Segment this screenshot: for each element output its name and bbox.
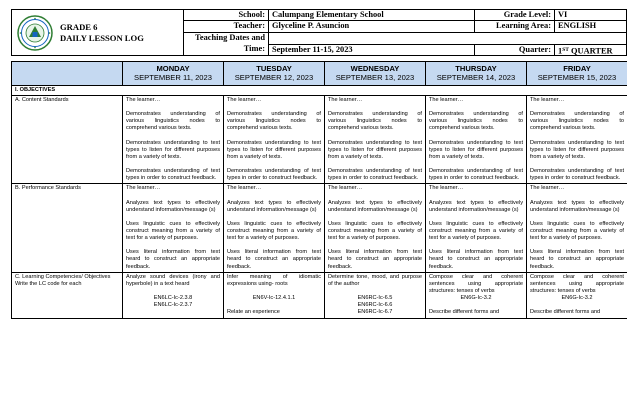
quarter-label: Quarter: [474, 44, 554, 55]
time-label: Time: [243, 43, 265, 53]
corner-cell [12, 62, 123, 86]
content-standards-row [12, 95, 628, 183]
header-row-time [184, 44, 626, 55]
performance-standards-tuesday: The learner… Analyzes text types to effectively understand information/message (s) Uses linguistic cues to effectively construct meaning from a variety of text for a variety of purposes. Uses literal information from text heard to construct an appropriate feedback. [224, 184, 325, 272]
header-row-dates-label [184, 33, 626, 44]
quarter-number: 1 [558, 46, 563, 55]
performance-standards-label: B. Performance Standards [12, 184, 123, 272]
grade-level-value: VI [554, 10, 626, 20]
lesson-table-wrap [11, 61, 627, 417]
lesson-table [11, 61, 627, 319]
competencies-thursday: Compose clear and coherent sentences using appropriate structures: tenses of verbs EN6G-Ic-3.2 Describe different forms and [426, 272, 527, 318]
learning-area-label: Learning Area: [474, 21, 554, 31]
competencies-monday: Analyze sound devices (irony and hyperbole) in a text heard EN6LC-Ic-2.3.8 EN6LC-Ic-2.3.7 [123, 272, 224, 318]
day-header-tuesday: TUESDAY SEPTEMBER 12, 2023 [224, 62, 325, 86]
content-standards-tuesday: The learner… Demonstrates understanding of various linguistics nodes to comprehend various texts. Demonstrates understanding to text types to listen for different purposes from a variety of texts. Demonstrates understanding of text types in order to construct feedback. [224, 95, 325, 183]
dates-label: Teaching Dates and [195, 32, 265, 42]
logo-cell [12, 10, 58, 55]
objectives-heading: I. OBJECTIVES [12, 85, 628, 95]
teacher-value: Glyceline P. Asuncion [268, 21, 474, 31]
competencies-friday: Compose clear and coherent sentences using appropriate structures: tenses of verbs EN6G-Ic-3.2 Describe different forms and [527, 272, 628, 318]
day-header-thursday: THURSDAY SEPTEMBER 14, 2023 [426, 62, 527, 86]
content-standards-monday: The learner… Demonstrates understanding of various linguistics nodes to comprehend various texts. Demonstrates understanding to text types to listen for different purposes from a variety of texts. Demonstrates understanding of text types in order to construct feedback. [123, 95, 224, 183]
school-seal-icon [17, 15, 53, 51]
performance-standards-thursday: The learner… Analyzes text types to effectively understand information/message (s) Uses linguistic cues to effectively construct meaning from a variety of text for a variety of purposes. Uses literal information from text heard to construct an appropriate feedback. [426, 184, 527, 272]
quarter-value [554, 44, 626, 55]
day-header-row [12, 62, 628, 86]
performance-standards-monday: The learner… Analyzes text types to effectively understand information/message (s) Uses linguistic cues to effectively construct meaning from a variety of text for a variety of purposes. Uses literal information from text heard to construct an appropriate feedback. [123, 184, 224, 272]
competencies-row [12, 272, 628, 318]
quarter-word: QUARTER [571, 46, 613, 55]
header-row-teacher [184, 21, 626, 32]
quarter-suffix: ST [562, 46, 569, 53]
content-standards-friday: The learner… Demonstrates understanding of various linguistics nodes to comprehend various texts. Demonstrates understanding to text types to listen for different purposes from a variety of texts. Demonstrates understanding of text types in order to construct feedback. [527, 95, 628, 183]
competencies-label: C. Learning Competencies/ Objectives Write the LC code for each [12, 272, 123, 318]
performance-standards-wednesday: The learner… Analyzes text types to effectively understand information/message (s) Uses linguistic cues to effectively construct meaning from a variety of text for a variety of purposes. Uses literal information from text heard to construct an appropriate feedback. [325, 184, 426, 272]
objectives-section-row [12, 85, 628, 95]
content-standards-wednesday: The learner… Demonstrates understanding of various linguistics nodes to comprehend various texts. Demonstrates understanding to text types to listen for different purposes from a variety of texts. Demonstrates understanding of text types in order to construct feedback. [325, 95, 426, 183]
school-value: Calumpang Elementary School [268, 10, 474, 20]
dll-header [11, 9, 627, 56]
competencies-tuesday: Infer meaning of idiomatic expressions using- roots EN6V-Ic-12.4.1.1 Relate an experience [224, 272, 325, 318]
doc-type-text: DAILY LESSON LOG [60, 33, 144, 43]
learning-area-value: ENGLISH [554, 21, 626, 31]
header-row-school [184, 10, 626, 21]
school-label: School: [238, 10, 265, 19]
performance-standards-row [12, 184, 628, 272]
day-header-wednesday: WEDNESDAY SEPTEMBER 13, 2023 [325, 62, 426, 86]
performance-standards-friday: The learner… Analyzes text types to effectively understand information/message (s) Uses linguistic cues to effectively construct meaning from a variety of text for a variety of purposes. Uses literal information from text heard to construct an appropriate feedback. [527, 184, 628, 272]
grade-text: GRADE 6 [60, 22, 98, 32]
day-header-monday: MONDAY SEPTEMBER 11, 2023 [123, 62, 224, 86]
content-standards-label: A. Content Standards [12, 95, 123, 183]
dates-value: September 11-15, 2023 [268, 44, 474, 55]
grade-title [58, 10, 184, 55]
content-standards-thursday: The learner… Demonstrates understanding of various linguistics nodes to comprehend various texts. Demonstrates understanding to text types to listen for different purposes from a variety of texts. Demonstrates understanding of text types in order to construct feedback. [426, 95, 527, 183]
day-header-friday: FRIDAY SEPTEMBER 15, 2023 [527, 62, 628, 86]
competencies-wednesday: Determine tone, mood, and purpose of the author EN6RC-Ic-6.5 EN6RC-Ic-6.6 EN6RC-Ic-6.7 [325, 272, 426, 318]
grade-level-label: Grade Level: [474, 10, 554, 20]
teacher-label: Teacher: [233, 21, 265, 31]
dates-spacer [268, 33, 626, 44]
